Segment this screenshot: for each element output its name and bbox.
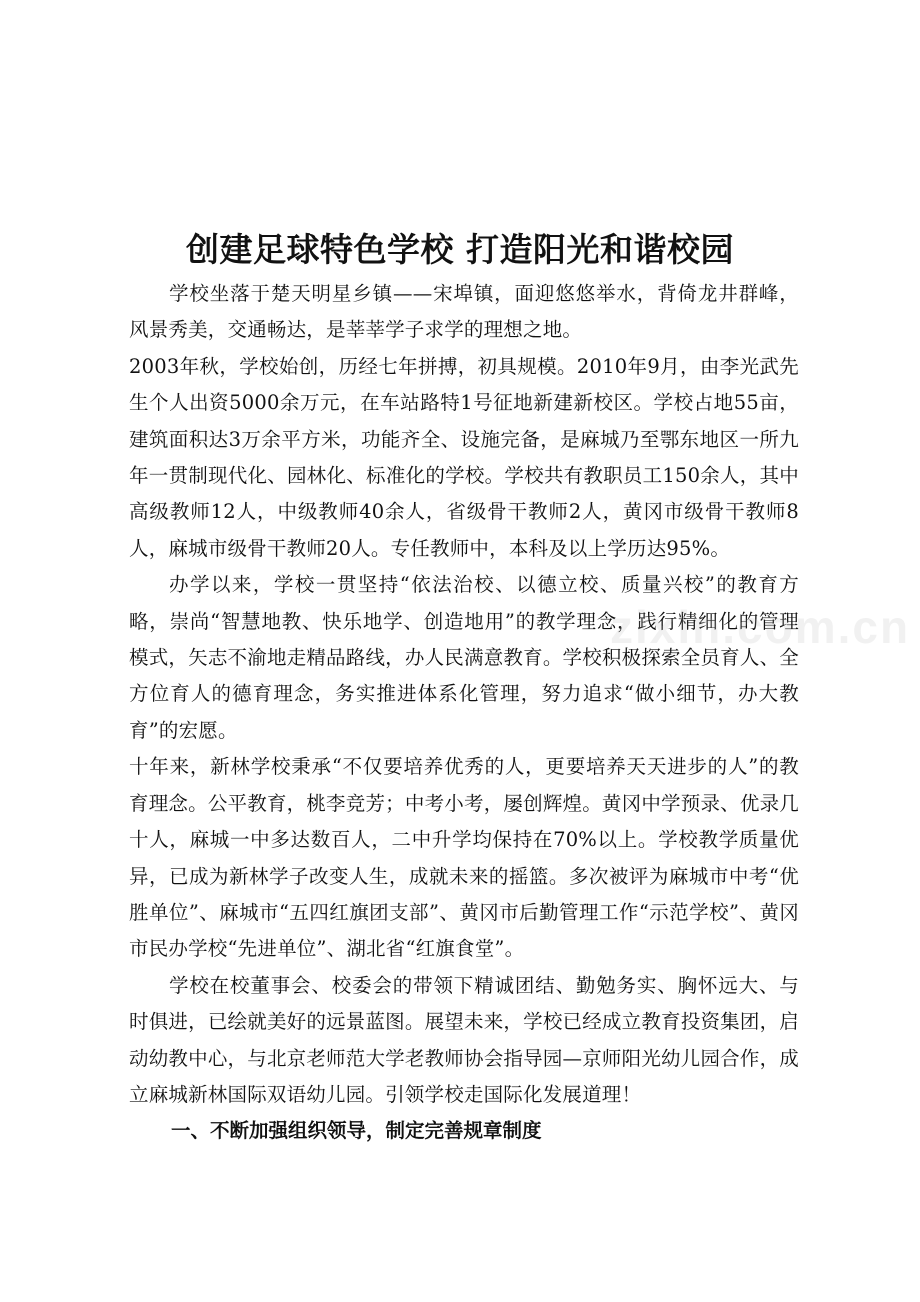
document-body [129,276,799,1150]
section-heading: 一、不断加强组织领导，制定完善规章制度 [171,1119,542,1143]
paragraph-location: 学校坐落于楚天明星乡镇——宋埠镇，面迎悠悠举水，背倚龙井群峰，风景秀美，交通畅达，是莘莘学子求学的理想之地。 [129,282,799,342]
document-title: 创建足球特色学校 打造阳光和谐校园 [186,230,734,269]
paragraph-achievements: 十年来，新林学校秉承“不仅要培养优秀的人，更要培养天天进步的人”的教育理念。公平教育，桃李竞芳；中考小考，屡创辉煌。黄冈中学预录、优录几十人，麻城一中多达数百人，二中升学均保持在70%以上。学校教学质量优异，已成为新林学子改变人生，成就未来的摇篮。多次被评为麻城市中考“优胜单位”、麻城市“五四红旗团支部”、黄冈市后勤管理工作“示范学校”、黄冈市民办学校“先进单位”、湖北省“红旗食堂”。 [129,755,799,961]
watermark: zixin.com.cn [610,601,911,653]
paragraph-philosophy: 办学以来，学校一贯坚持“依法治校、以德立校、质量兴校”的教育方略，崇尚“智慧地教、快乐地学、创造地用”的教学理念，践行精细化的管理模式，矢志不渝地走精品路线，办人民满意教育。学校积极探索全员育人、全方位育人的德育理念，务实推进体系化管理，努力追求“做小细节，办大教育”的宏愿。 [129,573,799,742]
paragraph-future: 学校在校董事会、校委会的带领下精诚团结、勤勉务实、胸怀远大、与时俱进，已绘就美好的远景蓝图。展望未来，学校已经成立教育投资集团，启动幼教中心，与北京老师范大学老教师协会指导园—京师阳光幼儿园合作，成立麻城新林国际双语幼儿园。引领学校走国际化发展道理！ [129,973,799,1106]
paragraph-history: 2003年秋，学校始创，历经七年拼搏，初具规模。2010年9月，由李光武先生个人出资5000余万元，在车站路特1号征地新建新校区。学校占地55亩，建筑面积达3万余平方米，功能齐全、设施完备，是麻城乃至鄂东地区一所九年一贯制现代化、园林化、标准化的学校。学校共有教职员工150余人，其中高级教师12人，中级教师40余人，省级骨干教师2人，黄冈市级骨干教师8人，麻城市级骨干教师20人。专任教师中，本科及以上学历达95%。 [129,354,799,560]
